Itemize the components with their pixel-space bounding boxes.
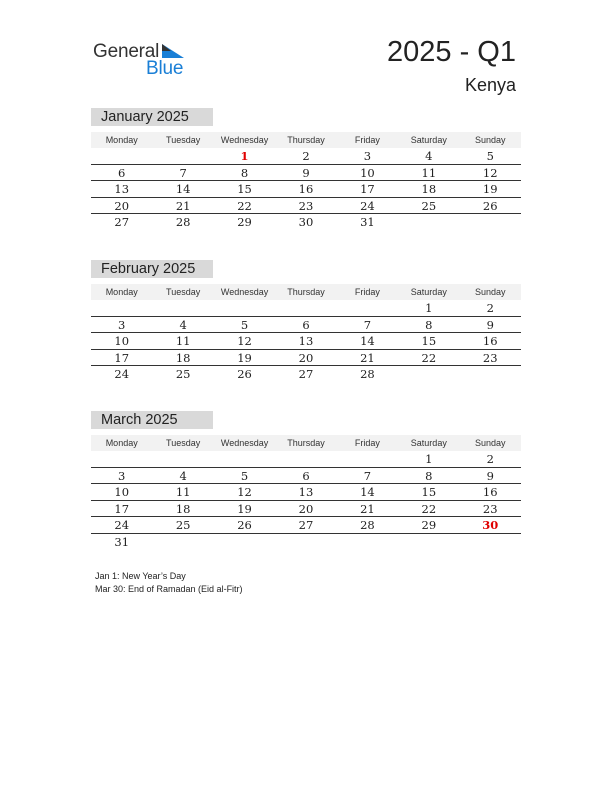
weekday-header: Tuesday [166, 438, 201, 448]
week-row [91, 501, 521, 518]
day-cell: 15 [421, 485, 437, 499]
page-title: 2025 - Q1 [387, 36, 516, 68]
empty-day-cell [152, 534, 213, 551]
empty-day-cell [398, 214, 459, 231]
week-row [91, 148, 521, 165]
week-row [91, 534, 521, 551]
week-row [91, 484, 521, 501]
weekday-header-row [91, 435, 521, 451]
weekday-header: Thursday [287, 438, 325, 448]
logo-text-blue: Blue [146, 58, 184, 79]
day-cell: 25 [175, 518, 191, 532]
day-cell: 18 [175, 350, 191, 365]
day-cell: 20 [114, 198, 130, 213]
weekday-header-row [91, 284, 521, 300]
week-row [91, 300, 521, 317]
day-cell: 11 [421, 165, 437, 180]
day-cell: 8 [425, 317, 433, 332]
day-cell: 7 [363, 468, 372, 483]
weekday-header: Wednesday [220, 135, 269, 145]
week-row [91, 517, 521, 534]
holiday-notes [95, 570, 243, 595]
weekday-header: Monday [105, 287, 138, 297]
day-cell: 10 [114, 485, 130, 499]
week-row [91, 198, 521, 215]
day-cell: 20 [298, 350, 314, 365]
weekday-header-row [91, 132, 521, 148]
day-cell: 18 [421, 182, 437, 196]
weekday-header: Saturday [410, 438, 447, 448]
empty-day-cell [337, 534, 398, 551]
logo-flag-icon [162, 44, 184, 58]
empty-day-cell [275, 300, 336, 316]
weekday-header: Wednesday [220, 438, 269, 448]
month-march [91, 411, 521, 550]
day-cell: 5 [486, 149, 494, 163]
empty-day-cell [460, 534, 521, 551]
empty-day-cell [214, 300, 275, 316]
day-cell: 3 [363, 149, 372, 163]
week-row [91, 165, 521, 182]
day-cell: 24 [360, 198, 375, 213]
day-cell: 7 [179, 165, 187, 180]
day-cell: 10 [114, 334, 130, 348]
week-row [91, 451, 521, 468]
empty-day-cell [337, 300, 398, 316]
week-row [91, 333, 521, 350]
day-cell: 26 [237, 518, 252, 532]
empty-day-cell [91, 148, 152, 164]
week-row [91, 214, 521, 231]
weekday-header: Friday [354, 438, 380, 448]
weekday-header: Monday [105, 438, 138, 448]
empty-day-cell [398, 366, 459, 383]
day-cell: 30 [298, 215, 314, 229]
day-cell: 28 [175, 215, 191, 229]
day-cell: 2 [302, 149, 310, 163]
week-row [91, 181, 521, 198]
day-cell: 13 [114, 182, 130, 196]
week-row [91, 350, 521, 367]
empty-day-cell [91, 451, 152, 467]
day-cell: 21 [175, 198, 191, 213]
day-cell: 2 [486, 301, 494, 315]
weekday-header: Saturday [410, 287, 447, 297]
day-cell: 27 [114, 215, 130, 229]
week-row [91, 317, 521, 334]
empty-day-cell [91, 300, 152, 316]
empty-day-cell [275, 534, 336, 551]
day-cell: 19 [237, 501, 252, 516]
day-cell: 21 [360, 350, 375, 365]
day-cell: 6 [118, 165, 126, 180]
day-cell: 21 [360, 501, 375, 516]
empty-day-cell [214, 451, 275, 467]
month-february [91, 260, 521, 383]
day-cell: 20 [298, 501, 314, 516]
day-cell: 29 [237, 215, 252, 229]
day-cell: 14 [175, 182, 191, 196]
day-cell: 3 [118, 468, 126, 483]
day-cell: 1 [425, 301, 433, 315]
weekday-header: Sunday [474, 287, 506, 297]
day-cell: 9 [486, 468, 494, 483]
weekday-header: Sunday [474, 135, 506, 145]
empty-day-cell [460, 214, 521, 231]
day-cell: 31 [114, 534, 130, 549]
month-label: March 2025 [91, 411, 213, 429]
holiday-note: Mar 30: End of Ramadan (Eid al-Fitr) [95, 583, 243, 594]
week-row [91, 366, 521, 383]
day-cell: 25 [421, 198, 437, 213]
day-cell: 23 [298, 198, 314, 213]
day-cell: 16 [482, 485, 498, 499]
day-cell: 19 [482, 182, 498, 196]
day-cell: 23 [482, 501, 498, 516]
day-cell: 12 [237, 485, 252, 499]
day-cell: 9 [486, 317, 494, 332]
empty-day-cell [214, 534, 275, 551]
day-cell: 4 [425, 149, 433, 163]
day-cell: 27 [298, 518, 314, 532]
day-cell: 14 [360, 485, 375, 499]
day-cell: 17 [360, 182, 375, 196]
day-cell: 5 [240, 468, 249, 483]
empty-day-cell [460, 366, 521, 383]
day-cell: 13 [298, 485, 314, 499]
day-cell: 6 [302, 468, 310, 483]
day-cell: 26 [237, 367, 252, 381]
day-cell: 23 [482, 350, 498, 365]
day-cell: 16 [482, 334, 498, 348]
day-cell: 17 [114, 350, 130, 365]
day-cell: 22 [421, 350, 437, 365]
day-cell: 9 [302, 165, 310, 180]
day-cell: 3 [118, 317, 126, 332]
weekday-header: Saturday [410, 135, 447, 145]
month-january [91, 108, 521, 231]
week-row [91, 468, 521, 485]
weekday-header: Thursday [287, 287, 325, 297]
empty-day-cell [337, 451, 398, 467]
weekday-header: Tuesday [166, 135, 201, 145]
weekday-header: Monday [105, 135, 138, 145]
day-cell: 22 [237, 198, 252, 213]
day-cell: 6 [302, 317, 310, 332]
day-cell: 11 [175, 334, 191, 348]
day-cell: 31 [360, 215, 375, 229]
empty-day-cell [152, 148, 213, 164]
day-cell: 8 [425, 468, 433, 483]
weekday-header: Sunday [474, 438, 506, 448]
day-cell: 1 [240, 149, 249, 163]
empty-day-cell [275, 451, 336, 467]
month-label: January 2025 [91, 108, 213, 126]
empty-day-cell [152, 451, 213, 467]
general-blue-logo [93, 41, 193, 77]
day-cell: 2 [486, 452, 494, 466]
day-cell: 1 [425, 452, 433, 466]
day-cell: 15 [237, 182, 252, 196]
day-cell: 5 [240, 317, 249, 332]
empty-day-cell [398, 534, 459, 551]
day-cell: 18 [175, 501, 191, 516]
day-cell: 22 [421, 501, 437, 516]
day-cell: 16 [298, 182, 314, 196]
day-cell: 12 [237, 334, 252, 348]
day-cell: 12 [482, 165, 498, 180]
weekday-header: Thursday [287, 135, 325, 145]
weekday-header: Friday [354, 287, 380, 297]
day-cell: 28 [360, 367, 375, 381]
day-cell: 15 [421, 334, 437, 348]
day-cell: 24 [114, 367, 130, 381]
day-cell: 27 [298, 367, 314, 381]
weekday-header: Wednesday [220, 287, 269, 297]
day-cell: 24 [114, 518, 130, 532]
day-cell: 25 [175, 367, 191, 381]
day-cell: 17 [114, 501, 130, 516]
day-cell: 19 [237, 350, 252, 365]
day-cell: 11 [175, 485, 191, 499]
day-cell: 4 [179, 468, 187, 483]
day-cell: 8 [240, 165, 249, 180]
day-cell: 28 [360, 518, 375, 532]
weekday-header: Friday [354, 135, 380, 145]
empty-day-cell [152, 300, 213, 316]
day-cell: 13 [298, 334, 314, 348]
country-name: Kenya [464, 75, 516, 95]
day-cell: 30 [482, 518, 499, 532]
day-cell: 26 [482, 198, 498, 213]
month-label: February 2025 [91, 260, 213, 278]
day-cell: 14 [360, 334, 375, 348]
day-cell: 7 [363, 317, 372, 332]
day-cell: 29 [421, 518, 437, 532]
day-cell: 4 [179, 317, 187, 332]
logo-text-general: General [93, 41, 160, 62]
day-cell: 10 [360, 165, 375, 180]
weekday-header: Tuesday [166, 287, 201, 297]
holiday-note: Jan 1: New Year’s Day [95, 571, 186, 581]
